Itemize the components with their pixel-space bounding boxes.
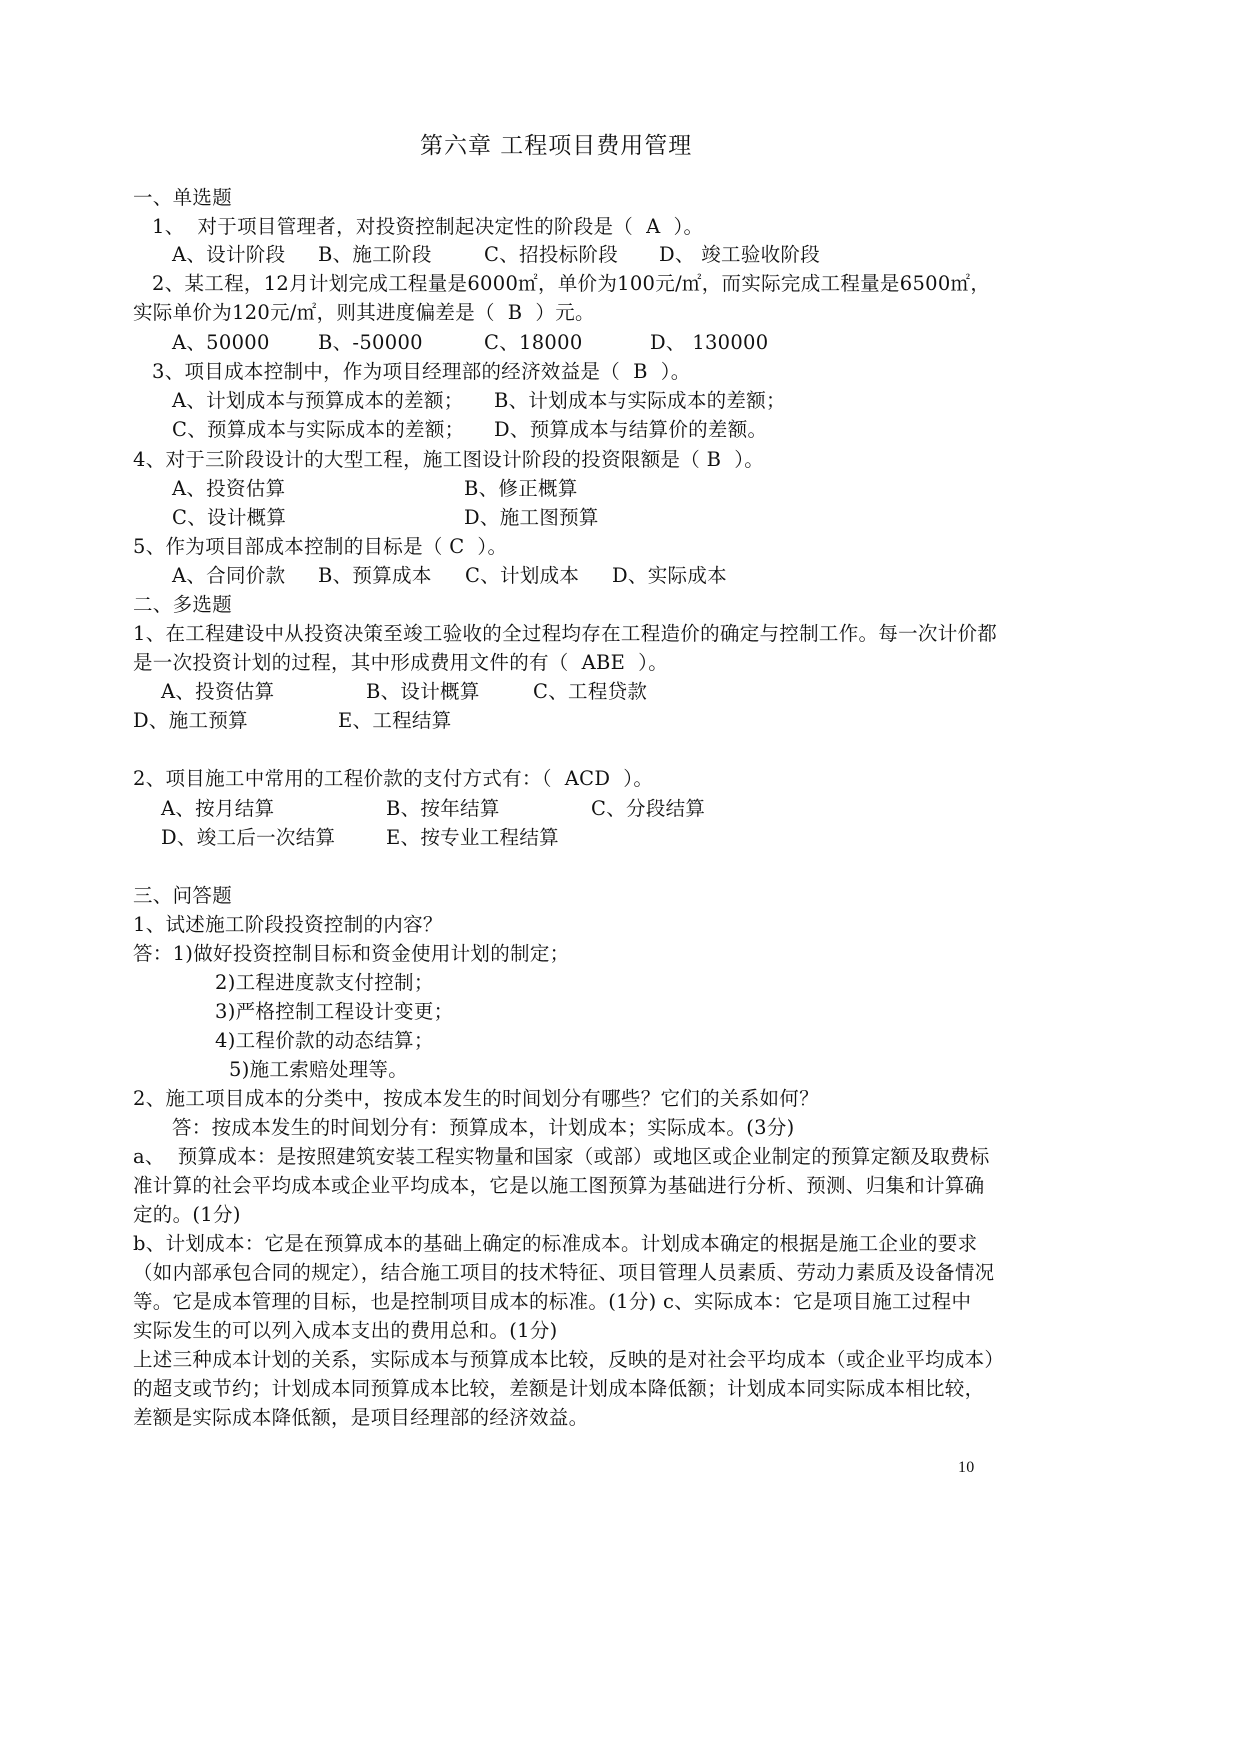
option: D、施工图预算 [464,506,599,529]
answer-line: a、 预算成本：是按照建筑安装工程实物量和国家（或部）或地区或企业制定的预算定额及取费标 [133,1145,990,1168]
answer-line: 准计算的社会平均成本或企业平均成本，它是以施工图预算为基础进行分析、预测、归集和计算确 [133,1174,985,1197]
answer-line: 差额是实际成本降低额，是项目经理部的经济效益。 [133,1406,589,1429]
option: C、18000 [484,331,583,354]
option: D、 130000 [650,331,769,354]
answer-line: 等。它是成本管理的目标，也是控制项目成本的标准。(1分) c、实际成本：它是项目施工过程中 [133,1290,972,1313]
chapter-title: 第六章 工程项目费用管理 [420,133,693,159]
option: E、按专业工程结算 [386,826,559,849]
option: C、计划成本 [465,564,580,587]
option: D、 竣工验收阶段 [659,243,821,266]
answer-line: 2)工程进度款支付控制； [215,971,434,994]
answer-line: 3)严格控制工程设计变更； [215,1000,454,1023]
answer-line: 答：按成本发生的时间划分有：预算成本，计划成本；实际成本。(3分) [172,1116,795,1139]
answer-line: 上述三种成本计划的关系，实际成本与预算成本比较，反映的是对社会平均成本（或企业平均成本） [133,1348,1005,1371]
option: B、预算成本 [318,564,432,587]
option: D、竣工后一次结算 [161,826,336,849]
question-stem: 实际单价为120元/㎡，则其进度偏差是（ B ）元。 [133,301,595,324]
answer-line: 4)工程价款的动态结算； [215,1029,434,1052]
answer-line: 实际发生的可以列入成本支出的费用总和。(1分) [133,1319,558,1342]
option: D、施工预算 [133,709,248,732]
option: D、预算成本与结算价的差额。 [494,418,768,441]
question-stem: 2、施工项目成本的分类中，按成本发生的时间划分有哪些？它们的关系如何？ [133,1087,819,1110]
section-heading-multi-choice: 二、多选题 [133,593,233,616]
option: B、按年结算 [386,797,500,820]
question-stem: 1、在工程建设中从投资决策至竣工验收的全过程均存在工程造价的确定与控制工作。每一次计价都 [133,622,998,645]
question-stem: 1、 对于项目管理者，对投资控制起决定性的阶段是（ A ）。 [152,215,704,238]
option: B、施工阶段 [318,243,432,266]
option: B、-50000 [318,331,423,354]
page-number: 10 [958,1459,975,1476]
question-stem: 是一次投资计划的过程，其中形成费用文件的有（ ABE ）。 [133,651,668,674]
option: A、投资估算 [161,680,275,703]
option: A、设计阶段 [172,243,286,266]
option: C、分段结算 [591,797,706,820]
option: B、修正概算 [464,477,578,500]
question-stem: 5、作为项目部成本控制的目标是（ C ）。 [133,535,508,558]
section-heading-qa: 三、问答题 [133,884,233,907]
option: B、设计概算 [366,680,480,703]
option: B、计划成本与实际成本的差额； [494,389,786,412]
option: A、按月结算 [161,797,275,820]
question-stem: 4、对于三阶段设计的大型工程，施工图设计阶段的投资限额是（ B ）。 [133,448,765,471]
option: C、工程贷款 [533,680,648,703]
option: A、50000 [172,331,270,354]
answer-line: 答：1)做好投资控制目标和资金使用计划的制定； [133,942,570,965]
option: C、预算成本与实际成本的差额； [172,418,465,441]
section-heading-single-choice: 一、单选题 [133,186,233,209]
answer-line: 的超支或节约；计划成本同预算成本比较，差额是计划成本降低额；计划成本同实际成本相比较， [133,1377,985,1400]
question-stem: 2、某工程，12月计划完成工程量是6000㎡，单价为100元/㎡，而实际完成工程量是6500㎡， [152,272,991,295]
option: E、工程结算 [338,709,452,732]
question-stem: 1、试述施工阶段投资控制的内容？ [133,913,443,936]
answer-line: b、计划成本：它是在预算成本的基础上确定的标准成本。计划成本确定的根据是施工企业的要求 [133,1232,978,1255]
option: D、实际成本 [612,564,727,587]
question-stem: 3、项目成本控制中，作为项目经理部的经济效益是（ B ）。 [152,360,691,383]
answer-line: 定的。(1分) [133,1203,241,1226]
option: A、投资估算 [172,477,286,500]
answer-line: 5)施工索赔处理等。 [229,1058,409,1081]
answer-line: （如内部承包合同的规定），结合施工项目的技术特征、项目管理人员素质、劳动力素质及设备情况 [133,1261,995,1284]
option: A、合同价款 [172,564,286,587]
question-stem: 2、项目施工中常用的工程价款的支付方式有：（ ACD ）。 [133,767,654,790]
option: C、招投标阶段 [484,243,619,266]
option: C、设计概算 [172,506,287,529]
option: A、计划成本与预算成本的差额； [172,389,464,412]
